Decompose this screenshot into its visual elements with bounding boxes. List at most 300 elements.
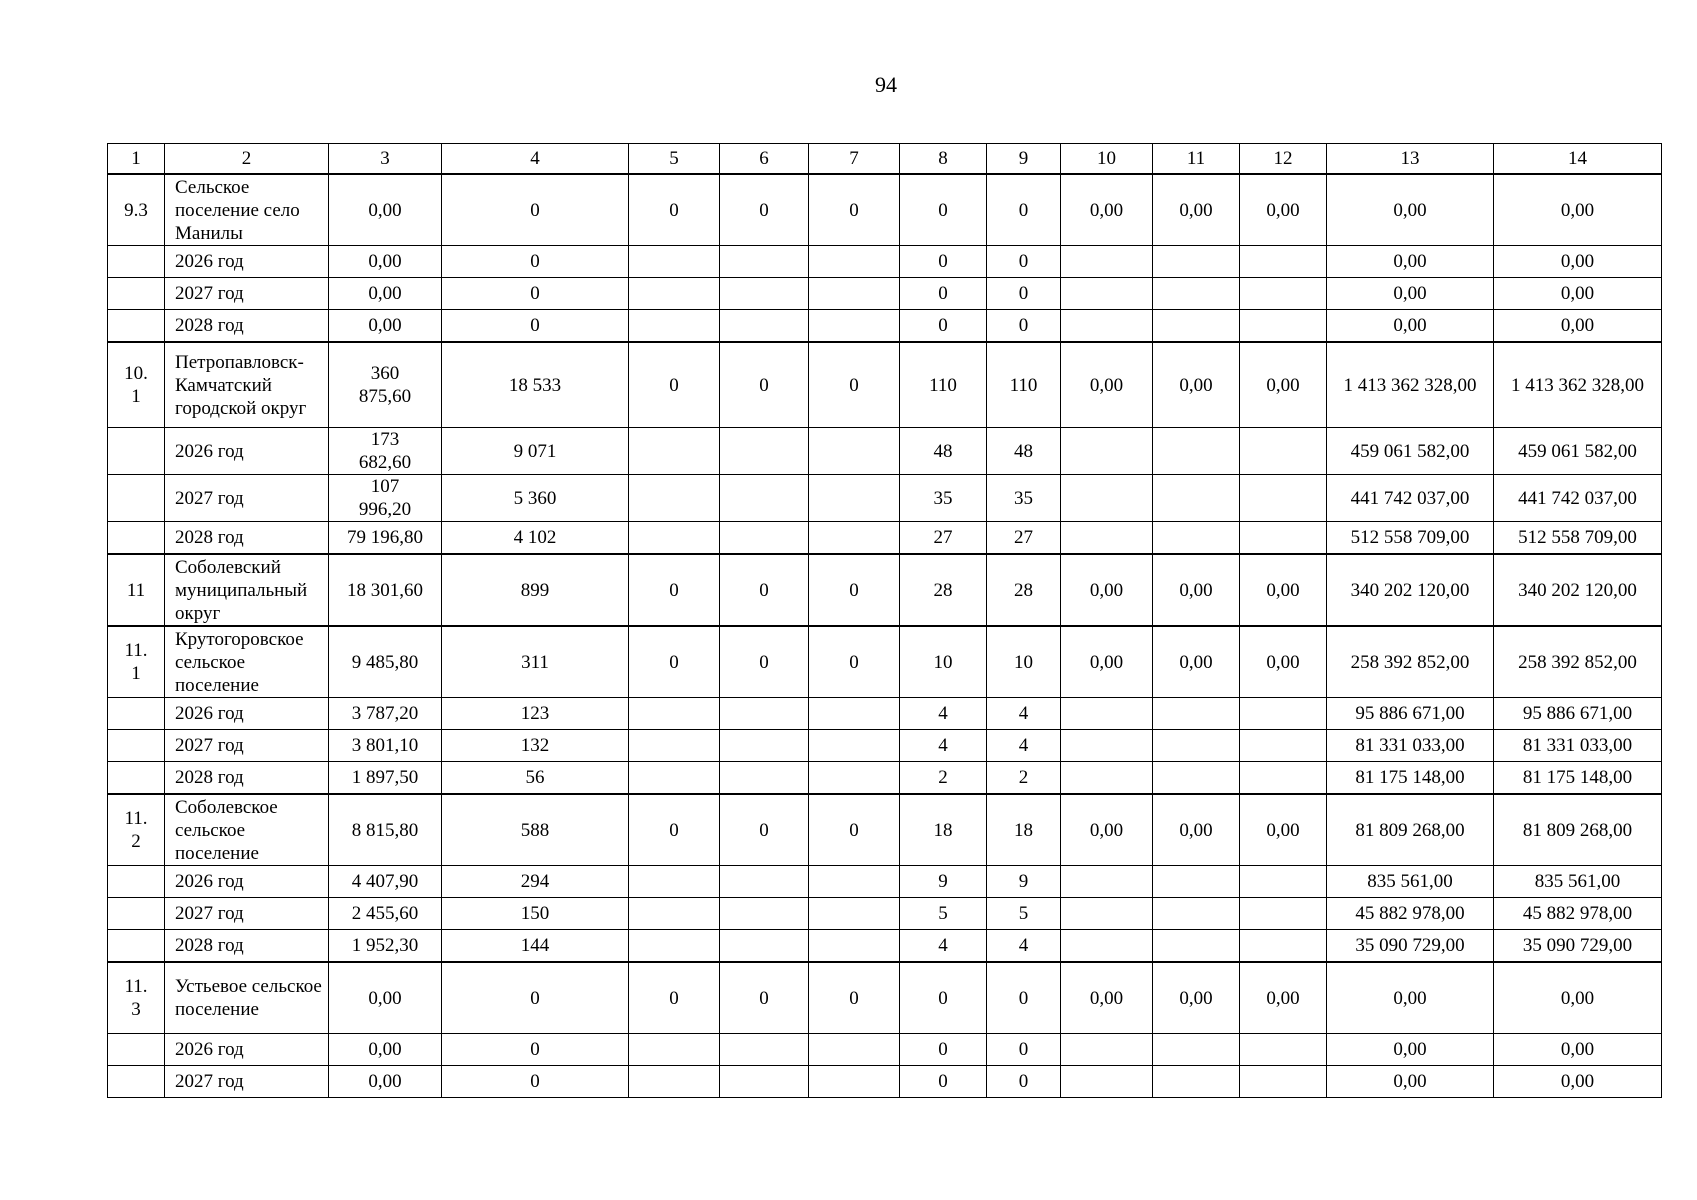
table-cell: 132 xyxy=(442,730,629,762)
row-name-cell: 2028 год xyxy=(165,930,329,963)
table-cell: 28 xyxy=(900,554,987,626)
table-cell: 81 331 033,00 xyxy=(1327,730,1494,762)
table-cell xyxy=(1153,475,1240,522)
row-number-cell xyxy=(108,698,165,730)
column-header-1: 1 xyxy=(108,144,165,175)
table-cell: 35 090 729,00 xyxy=(1327,930,1494,963)
table-cell: 0,00 xyxy=(1061,626,1153,698)
table-cell: 0 xyxy=(720,174,809,246)
table-cell xyxy=(1240,522,1327,555)
table-cell: 0,00 xyxy=(1327,310,1494,343)
table-cell xyxy=(1061,475,1153,522)
row-number-cell xyxy=(108,1034,165,1066)
table-cell xyxy=(720,475,809,522)
table-cell: 0 xyxy=(900,1066,987,1098)
table-cell: 0 xyxy=(900,174,987,246)
row-number-cell xyxy=(108,866,165,898)
table-cell: 35 xyxy=(987,475,1061,522)
table-cell: 0 xyxy=(629,962,720,1034)
table-cell: 0,00 xyxy=(1240,554,1327,626)
table-cell: 0,00 xyxy=(1327,278,1494,310)
table-cell: 81 331 033,00 xyxy=(1494,730,1662,762)
table-cell: 18 533 xyxy=(442,342,629,428)
table-cell: 0 xyxy=(629,794,720,866)
table-cell xyxy=(720,428,809,475)
table-cell xyxy=(1061,930,1153,963)
table-cell xyxy=(809,522,900,555)
table-cell xyxy=(809,278,900,310)
table-cell: 835 561,00 xyxy=(1494,866,1662,898)
table-cell: 45 882 978,00 xyxy=(1327,898,1494,930)
table-cell: 0 xyxy=(987,278,1061,310)
table-cell xyxy=(629,1066,720,1098)
table-cell: 0 xyxy=(809,626,900,698)
table-cell: 0 xyxy=(987,310,1061,343)
table-cell xyxy=(1240,1034,1327,1066)
row-number-cell xyxy=(108,246,165,278)
table-cell: 0,00 xyxy=(1061,342,1153,428)
table-cell: 311 xyxy=(442,626,629,698)
row-name-cell: 2028 год xyxy=(165,310,329,343)
table-cell: 0,00 xyxy=(1494,1066,1662,1098)
table-cell: 144 xyxy=(442,930,629,963)
row-name-cell: 2026 год xyxy=(165,246,329,278)
row-number-cell xyxy=(108,762,165,795)
table-cell: 0,00 xyxy=(1327,1034,1494,1066)
table-cell: 28 xyxy=(987,554,1061,626)
table-cell: 0,00 xyxy=(329,1034,442,1066)
table-cell: 1 952,30 xyxy=(329,930,442,963)
data-table xyxy=(107,143,1662,1098)
table-cell: 5 xyxy=(900,898,987,930)
row-number-cell xyxy=(108,898,165,930)
table-cell xyxy=(720,310,809,343)
table-cell: 0,00 xyxy=(1240,962,1327,1034)
table-cell xyxy=(1240,698,1327,730)
row-name-cell: Сельское поселение село Манилы xyxy=(165,174,329,246)
table-cell: 8 815,80 xyxy=(329,794,442,866)
column-header-10: 10 xyxy=(1061,144,1153,175)
row-number-cell: 9.3 xyxy=(108,174,165,246)
column-header-13: 13 xyxy=(1327,144,1494,175)
row-number-cell xyxy=(108,1066,165,1098)
table-cell: 512 558 709,00 xyxy=(1327,522,1494,555)
table-cell: 45 882 978,00 xyxy=(1494,898,1662,930)
table-cell xyxy=(1061,762,1153,795)
table-cell xyxy=(1061,1066,1153,1098)
table-cell: 0,00 xyxy=(329,962,442,1034)
column-header-11: 11 xyxy=(1153,144,1240,175)
table-cell xyxy=(1153,522,1240,555)
table-cell xyxy=(1240,930,1327,963)
table-cell xyxy=(1153,898,1240,930)
table-cell: 0 xyxy=(442,1066,629,1098)
table-cell: 4 102 xyxy=(442,522,629,555)
table-cell: 4 xyxy=(900,930,987,963)
table-cell: 0,00 xyxy=(1153,794,1240,866)
table-cell: 35 xyxy=(900,475,987,522)
table-cell xyxy=(1240,898,1327,930)
table-cell xyxy=(1153,246,1240,278)
table-cell xyxy=(629,428,720,475)
table-cell: 3 801,10 xyxy=(329,730,442,762)
table-cell: 0,00 xyxy=(1240,626,1327,698)
table-cell: 0 xyxy=(629,342,720,428)
column-header-7: 7 xyxy=(809,144,900,175)
table-cell: 0 xyxy=(809,174,900,246)
table-cell xyxy=(1061,866,1153,898)
row-name-cell: Соболевский муниципальный округ xyxy=(165,554,329,626)
table-cell: 0,00 xyxy=(1240,342,1327,428)
table-row xyxy=(108,174,1662,246)
table-cell: 340 202 120,00 xyxy=(1494,554,1662,626)
table-cell: 0,00 xyxy=(329,278,442,310)
table-cell: 0,00 xyxy=(1327,962,1494,1034)
row-name-cell: 2026 год xyxy=(165,1034,329,1066)
table-cell: 48 xyxy=(987,428,1061,475)
table-cell: 0 xyxy=(900,278,987,310)
table-cell: 27 xyxy=(987,522,1061,555)
table-cell: 0,00 xyxy=(329,310,442,343)
table-cell: 588 xyxy=(442,794,629,866)
table-cell: 110 xyxy=(900,342,987,428)
table-cell: 173 682,60 xyxy=(329,428,442,475)
table-cell xyxy=(1153,730,1240,762)
row-name-cell: Устьевое сельское поселение xyxy=(165,962,329,1034)
table-cell xyxy=(720,730,809,762)
table-cell: 4 407,90 xyxy=(329,866,442,898)
table-cell: 5 360 xyxy=(442,475,629,522)
table-cell: 10 xyxy=(987,626,1061,698)
table-row xyxy=(108,554,1662,626)
table-cell: 0 xyxy=(900,310,987,343)
table-cell xyxy=(1240,278,1327,310)
column-header-9: 9 xyxy=(987,144,1061,175)
table-cell: 110 xyxy=(987,342,1061,428)
table-cell: 95 886 671,00 xyxy=(1327,698,1494,730)
table-row xyxy=(108,1034,1662,1066)
table-cell xyxy=(1240,866,1327,898)
table-cell xyxy=(809,730,900,762)
table-cell xyxy=(809,866,900,898)
table-cell: 0,00 xyxy=(1327,1066,1494,1098)
table-cell xyxy=(720,898,809,930)
table-row xyxy=(108,246,1662,278)
table-cell: 294 xyxy=(442,866,629,898)
table-cell: 258 392 852,00 xyxy=(1327,626,1494,698)
table-cell: 95 886 671,00 xyxy=(1494,698,1662,730)
table-cell: 0,00 xyxy=(1153,626,1240,698)
table-cell: 0 xyxy=(442,278,629,310)
table-row xyxy=(108,342,1662,428)
row-number-cell xyxy=(108,730,165,762)
column-header-12: 12 xyxy=(1240,144,1327,175)
table-cell: 9 071 xyxy=(442,428,629,475)
table-cell: 0,00 xyxy=(1061,794,1153,866)
table-cell: 0,00 xyxy=(1494,1034,1662,1066)
table-cell xyxy=(629,475,720,522)
table-cell xyxy=(1061,730,1153,762)
table-cell: 0 xyxy=(900,246,987,278)
table-cell xyxy=(1061,428,1153,475)
table-row xyxy=(108,475,1662,522)
table-cell: 0,00 xyxy=(1494,962,1662,1034)
table-cell: 0,00 xyxy=(329,246,442,278)
table-row xyxy=(108,962,1662,1034)
row-name-cell: 2027 год xyxy=(165,475,329,522)
table-cell: 81 809 268,00 xyxy=(1327,794,1494,866)
table-cell: 0,00 xyxy=(1327,174,1494,246)
row-number-cell: 11. 2 xyxy=(108,794,165,866)
table-cell: 0 xyxy=(809,962,900,1034)
table-cell xyxy=(720,1034,809,1066)
row-name-cell: Соболевское сельское поселение xyxy=(165,794,329,866)
table-cell: 0 xyxy=(629,626,720,698)
table-cell xyxy=(1240,730,1327,762)
table-cell: 0 xyxy=(809,554,900,626)
table-row xyxy=(108,794,1662,866)
table-cell: 56 xyxy=(442,762,629,795)
table-cell xyxy=(809,762,900,795)
column-header-5: 5 xyxy=(629,144,720,175)
table-cell xyxy=(1240,246,1327,278)
table-cell xyxy=(1153,698,1240,730)
table-cell: 0 xyxy=(809,794,900,866)
table-cell xyxy=(720,866,809,898)
row-number-cell xyxy=(108,475,165,522)
table-cell: 0 xyxy=(720,554,809,626)
table-cell: 0 xyxy=(442,962,629,1034)
table-cell: 0 xyxy=(900,1034,987,1066)
table-cell xyxy=(720,698,809,730)
table-cell xyxy=(1240,428,1327,475)
table-cell xyxy=(1061,246,1153,278)
table-cell xyxy=(809,310,900,343)
row-number-cell: 11. 1 xyxy=(108,626,165,698)
table-cell xyxy=(629,246,720,278)
table-cell: 2 xyxy=(900,762,987,795)
table-cell: 0 xyxy=(987,962,1061,1034)
table-cell: 4 xyxy=(900,730,987,762)
table-cell xyxy=(629,762,720,795)
table-cell: 0,00 xyxy=(1153,962,1240,1034)
table-cell: 0 xyxy=(720,342,809,428)
table-cell: 18 xyxy=(987,794,1061,866)
table-row xyxy=(108,730,1662,762)
table-cell: 0 xyxy=(442,1034,629,1066)
table-cell: 123 xyxy=(442,698,629,730)
page-number: 94 xyxy=(875,72,897,97)
table-row xyxy=(108,1066,1662,1098)
table-cell xyxy=(1061,1034,1153,1066)
table-cell: 459 061 582,00 xyxy=(1327,428,1494,475)
table-row xyxy=(108,930,1662,963)
table-cell: 0 xyxy=(720,962,809,1034)
table-cell: 0,00 xyxy=(329,174,442,246)
table-cell: 0,00 xyxy=(329,1066,442,1098)
row-name-cell: 2028 год xyxy=(165,762,329,795)
table-cell: 0 xyxy=(629,554,720,626)
table-cell xyxy=(629,730,720,762)
row-name-cell: 2026 год xyxy=(165,428,329,475)
row-name-cell: 2027 год xyxy=(165,1066,329,1098)
table-cell: 0 xyxy=(809,342,900,428)
table-cell: 0,00 xyxy=(1494,174,1662,246)
table-cell: 1 413 362 328,00 xyxy=(1327,342,1494,428)
table-cell: 0,00 xyxy=(1494,278,1662,310)
table-cell: 258 392 852,00 xyxy=(1494,626,1662,698)
table-cell xyxy=(629,898,720,930)
row-name-cell: Крутогоровское сельское поселение xyxy=(165,626,329,698)
table-cell: 2 xyxy=(987,762,1061,795)
table-cell: 3 787,20 xyxy=(329,698,442,730)
table-cell xyxy=(1153,762,1240,795)
table-cell xyxy=(1153,866,1240,898)
table-row xyxy=(108,866,1662,898)
table-cell xyxy=(1153,1066,1240,1098)
table-cell: 4 xyxy=(900,698,987,730)
table-cell: 0 xyxy=(629,174,720,246)
table-cell: 18 xyxy=(900,794,987,866)
row-number-cell xyxy=(108,930,165,963)
table-row xyxy=(108,310,1662,343)
table-cell: 0 xyxy=(720,794,809,866)
table-cell: 441 742 037,00 xyxy=(1494,475,1662,522)
table-row xyxy=(108,278,1662,310)
table-cell: 4 xyxy=(987,698,1061,730)
table-cell xyxy=(809,930,900,963)
table-cell xyxy=(1240,310,1327,343)
table-cell: 2 455,60 xyxy=(329,898,442,930)
column-header-2: 2 xyxy=(165,144,329,175)
table-cell xyxy=(1061,522,1153,555)
table-cell xyxy=(629,310,720,343)
table-cell: 0 xyxy=(987,174,1061,246)
table-cell: 5 xyxy=(987,898,1061,930)
table-cell xyxy=(720,930,809,963)
row-number-cell xyxy=(108,428,165,475)
table-row xyxy=(108,626,1662,698)
table-cell: 81 809 268,00 xyxy=(1494,794,1662,866)
table-cell: 360 875,60 xyxy=(329,342,442,428)
table-cell: 0,00 xyxy=(1327,246,1494,278)
table-cell xyxy=(1061,278,1153,310)
table-cell: 0 xyxy=(442,246,629,278)
row-name-cell: 2027 год xyxy=(165,730,329,762)
table-row xyxy=(108,762,1662,795)
table-cell: 0,00 xyxy=(1061,174,1153,246)
table-cell xyxy=(629,866,720,898)
table-cell xyxy=(809,1066,900,1098)
table-cell xyxy=(629,522,720,555)
header-row xyxy=(108,144,1662,175)
table-cell: 18 301,60 xyxy=(329,554,442,626)
row-number-cell xyxy=(108,278,165,310)
table-cell: 0 xyxy=(987,1034,1061,1066)
table-cell: 0 xyxy=(987,1066,1061,1098)
table-cell xyxy=(809,1034,900,1066)
table-cell: 10 xyxy=(900,626,987,698)
table-cell: 27 xyxy=(900,522,987,555)
table-cell: 0,00 xyxy=(1061,962,1153,1034)
table-cell xyxy=(629,278,720,310)
table-cell xyxy=(720,522,809,555)
table-cell: 0,00 xyxy=(1494,310,1662,343)
table-cell: 150 xyxy=(442,898,629,930)
table-row xyxy=(108,698,1662,730)
column-header-8: 8 xyxy=(900,144,987,175)
row-name-cell: 2026 год xyxy=(165,866,329,898)
table-cell: 0,00 xyxy=(1153,342,1240,428)
row-name-cell: Петропавловск-Камчатский городской округ xyxy=(165,342,329,428)
table-cell xyxy=(1153,310,1240,343)
table-cell: 0,00 xyxy=(1153,554,1240,626)
table-cell: 459 061 582,00 xyxy=(1494,428,1662,475)
table-cell xyxy=(1153,930,1240,963)
table-cell xyxy=(720,1066,809,1098)
row-number-cell: 11 xyxy=(108,554,165,626)
table-cell xyxy=(1061,310,1153,343)
row-number-cell: 11. 3 xyxy=(108,962,165,1034)
table-cell: 48 xyxy=(900,428,987,475)
row-name-cell: 2028 год xyxy=(165,522,329,555)
table-cell xyxy=(1240,475,1327,522)
table-cell xyxy=(629,698,720,730)
table-cell xyxy=(720,246,809,278)
table-cell xyxy=(1240,762,1327,795)
table-cell xyxy=(809,475,900,522)
table-cell: 81 175 148,00 xyxy=(1494,762,1662,795)
table-cell: 1 413 362 328,00 xyxy=(1494,342,1662,428)
table-cell xyxy=(1061,698,1153,730)
table-cell: 512 558 709,00 xyxy=(1494,522,1662,555)
table-cell: 79 196,80 xyxy=(329,522,442,555)
table-cell: 835 561,00 xyxy=(1327,866,1494,898)
table-cell xyxy=(1153,428,1240,475)
table-cell xyxy=(629,930,720,963)
table-cell: 35 090 729,00 xyxy=(1494,930,1662,963)
table-cell: 899 xyxy=(442,554,629,626)
table-cell: 0 xyxy=(900,962,987,1034)
table-cell: 4 xyxy=(987,730,1061,762)
table-cell: 0,00 xyxy=(1061,554,1153,626)
table-cell xyxy=(809,698,900,730)
column-header-4: 4 xyxy=(442,144,629,175)
table-cell: 1 897,50 xyxy=(329,762,442,795)
column-header-14: 14 xyxy=(1494,144,1662,175)
table-cell: 0 xyxy=(442,174,629,246)
table-cell: 9 xyxy=(900,866,987,898)
table-cell: 441 742 037,00 xyxy=(1327,475,1494,522)
table-cell: 0 xyxy=(987,246,1061,278)
table-cell xyxy=(720,762,809,795)
table-cell: 0 xyxy=(442,310,629,343)
table-cell: 0,00 xyxy=(1153,174,1240,246)
table-cell xyxy=(809,428,900,475)
table-cell: 4 xyxy=(987,930,1061,963)
table-row xyxy=(108,898,1662,930)
table-cell xyxy=(720,278,809,310)
row-number-cell: 10. 1 xyxy=(108,342,165,428)
row-number-cell xyxy=(108,310,165,343)
table-row xyxy=(108,428,1662,475)
table-row xyxy=(108,522,1662,555)
column-header-6: 6 xyxy=(720,144,809,175)
table-cell xyxy=(1061,898,1153,930)
table-cell: 9 485,80 xyxy=(329,626,442,698)
row-name-cell: 2026 год xyxy=(165,698,329,730)
table-cell: 0,00 xyxy=(1494,246,1662,278)
